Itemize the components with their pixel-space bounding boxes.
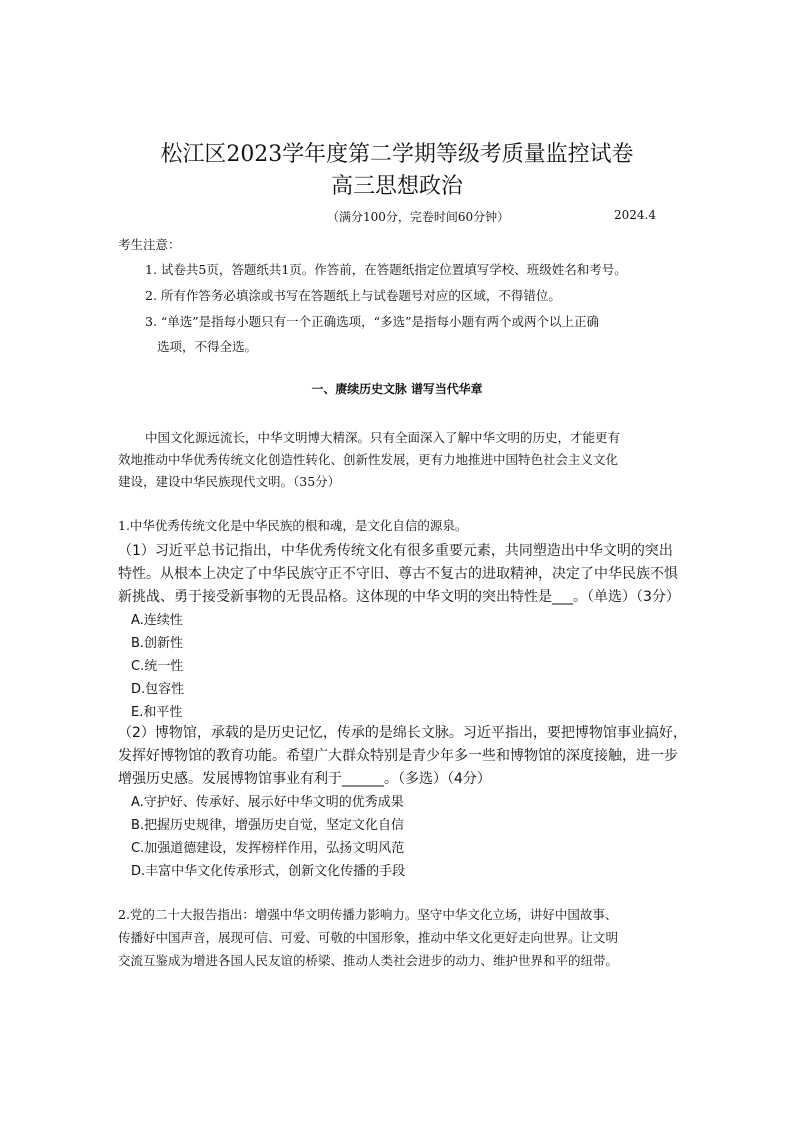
question-2-line-2: 传播好中国声音，展现可信、可爱、可敬的中国形象，推动中华文化更好走向世界。让文明 [118,930,619,945]
question-2-line-1: 2.党的二十大报告指出：增强中华文明传播力影响力。坚守中华文化立场，讲好中国故事、 [118,907,618,922]
exam-title: 松江区2023学年度第二学期等级考质量监控试卷 [160,142,634,167]
q1-2-option-b: B.把握历史规律，增强历史自觉，坚定文化自信 [131,818,405,833]
question-1-part-1-line-3: 新挑战、勇于接受新事物的无畏品格。这体现的中华文明的突出特性是___。（单选）（3分） [118,589,680,605]
question-1-part-2-line-3: 增强历史感。发展博物馆事业有利于______。（多选）（4分） [118,771,491,787]
question-1-part-2-line-2: 发挥好博物馆的教育功能。希望广大群众特别是青少年多一些和博物馆的深度接触，进一步 [118,748,678,764]
q1-2-option-c: C.加强道德建设，发挥榜样作用，弘扬文明风范 [131,841,405,856]
notice-item-2: 2. 所有作答务必填涂或书写在答题纸上与试卷题号对应的区域，不得错位。 [145,288,561,303]
question-1-part-2-line-1: （2）博物馆，承载的是历史记忆，传承的是绵长文脉。习近平指出，要把博物馆事业搞好， [118,725,687,741]
section-intro-line-1: 中国文化源远流长，中华文明博大精深。只有全面深入了解中华文明的历史，才能更有 [145,430,621,445]
notice-item-3: 3. “单选”是指每小题只有一个正确选项，“多选”是指每小题有两个或两个以上正确 [145,314,599,329]
q1-2-option-a: A.守护好、传承好、展示好中华文明的优秀成果 [131,795,404,810]
q1-1-option-c: C.统一性 [131,659,184,674]
section-intro-line-3: 建设，建设中华民族现代文明。（35分） [118,474,341,489]
q1-1-option-b: B.创新性 [131,636,184,651]
notice-item-1: 1. 试卷共5页，答题纸共1页。作答前，在答题纸指定位置填写学校、班级姓名和考号。 [145,262,627,277]
q1-1-option-e: E.和平性 [131,705,183,720]
question-1-stem: 1.中华优秀传统文化是中华民族的根和魂，是文化自信的源泉。 [118,518,468,533]
question-1-part-1-line-2: 特性。从根本上决定了中华民族守正不守旧、尊古不复古的进取精神，决定了中华民族不惧 [118,566,678,582]
exam-date: 2024.4 [614,208,656,222]
section-heading: 一、赓续历史文脉 谱写当代华章 [311,382,483,396]
notice-item-3-cont: 选项，不得全选。 [157,339,258,354]
exam-subject: 高三思想政治 [331,174,463,199]
question-1-part-1-line-1: （1）习近平总书记指出，中华优秀传统文化有很多重要元素，共同塑造出中华文明的突出 [118,543,673,559]
section-intro-line-2: 效地推动中华优秀传统文化创造性转化、创新性发展，更有力地推进中国特色社会主义文化 [118,452,619,467]
q1-2-option-d: D.丰富中华文化传承形式，创新文化传播的手段 [131,864,406,879]
q1-1-option-d: D.包容性 [131,682,185,697]
q1-1-option-a: A.连续性 [131,613,183,628]
notice-label: 考生注意： [118,237,181,252]
exam-info: （满分100分，完卷时间60分钟） [327,210,510,224]
question-2-line-3: 交流互鉴成为增进各国人民友谊的桥梁、推动人类社会进步的动力、维护世界和平的纽带。 [118,953,619,968]
